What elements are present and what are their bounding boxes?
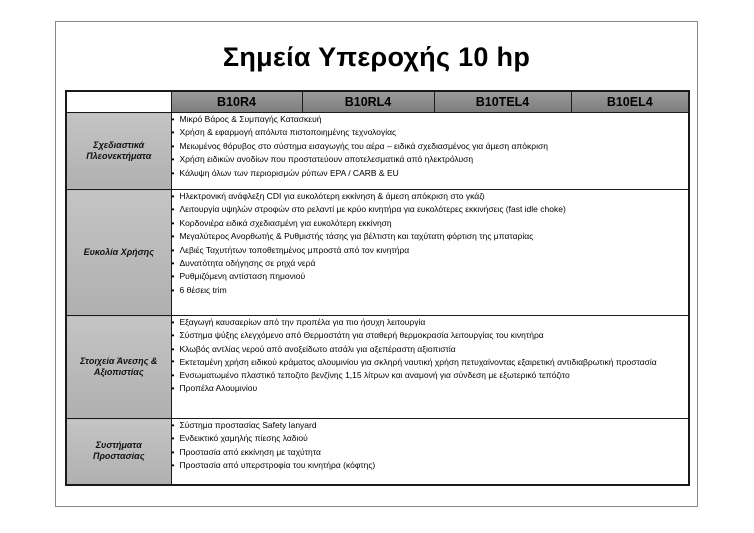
category-label: Συστήματα (95, 440, 142, 451)
list-item: • Προπέλα Αλουμινίου (172, 382, 689, 395)
category-cell-design (66, 113, 171, 190)
feature-list (172, 190, 689, 297)
list-item: • Χρήση ειδικών ανοδίων που προστατεύουν αποτελεσματικά από ηλεκτρόλυση (172, 153, 689, 166)
category-cell-ease-of-use (66, 190, 171, 316)
slide (55, 21, 698, 507)
table-row (66, 419, 689, 485)
list-item: • Δυνατότητα οδήγησης σε ρηχά νερά (172, 257, 689, 270)
features-table (65, 90, 690, 486)
list-item: • Σύστημα ψύξης ελεγχόμενο από Θερμοστάτη για σταθερή θερμοκρασία λειτουργίας του κινητήρα (172, 329, 689, 342)
list-item: • Λεβιές Ταχυτήτων τοποθετημένος μπροστά από τον κινητήρα (172, 244, 689, 257)
list-item: • 6 θέσεις trim (172, 284, 689, 297)
list-item: • Ενδεικτικό χαμηλής πίεσης λαδιού (172, 432, 689, 445)
features-cell (171, 316, 689, 419)
page-title: Σημεία Υπεροχής 10 hp (222, 42, 531, 72)
table-row (66, 190, 689, 316)
list-item: • Μεγαλύτερος Ανορθωτής & Ρυθμιστής τάσης για βέλτιστη και ταχύτατη φόρτιση της μπαταρίας (172, 230, 689, 243)
list-item: • Λειτουργία υψηλών στροφών στο ρελαντί με κρύο κινητήρα για ευκολότερες εκκινήσεις (fast idle choke) (172, 203, 689, 216)
list-item: • Ρυθμιζόμενη αντίσταση πημονιού (172, 270, 689, 283)
model-header-b10el4: B10EL4 (571, 91, 689, 113)
list-item: • Ενσωματωμένο πλαστικό τεποζιτο βενζίνης 1,15 λίτρων και αναμονή για σύνδεση με εξωτερικό τεπόζιτο (172, 369, 689, 382)
list-item: • Μειωμένος θόρυβος στο σύστημα εισαγωγής του αέρα – ειδικά σχεδιασμένος για άμεση απόκριση (172, 140, 689, 153)
list-item: • Προστασία από εκκίνηση με ταχύτητα (172, 446, 689, 459)
list-item: • Προστασία από υπερστροφία του κινητήρα (κόφτης) (172, 459, 689, 472)
features-cell (171, 190, 689, 316)
feature-list (172, 419, 689, 473)
category-label: Στοιχεία Άνεσης & (80, 356, 158, 366)
list-item: • Ηλεκτρονική ανάφλεξη CDI για ευκολότερη εκκίνηση & άμεση απόκριση στο γκάζι (172, 190, 689, 203)
list-item: • Κορδονιέρα ειδικά σχεδιασμένη για ευκολότερη εκκίνηση (172, 217, 689, 230)
table-header-row (66, 91, 689, 113)
list-item: • Κλωβός αντλίας νερού από ανοξείδωτο ατσάλι για αξεπέραστη αξιοπιστία (172, 343, 689, 356)
list-item: • Εκτεταμένη χρήση ειδικού κράματος αλουμινίου για σκληρή ναυτική χρήση πετυχαίνοντας εξαιρετική αντιδιαβρωτική προστασία (172, 356, 689, 369)
category-label: Αξιοπιστίας (93, 367, 144, 377)
list-item: • Κάλυψη όλων των περιορισμών ρύπων EPA / CARB & EU (172, 167, 689, 180)
category-label: Σχεδιαστικά (93, 140, 145, 150)
table-row (66, 113, 689, 190)
table-row (66, 316, 689, 419)
features-cell (171, 113, 689, 190)
list-item: • Μικρό Βάρος & Συμπαγής Κατασκευή (172, 113, 689, 126)
category-label: Πλεονεκτήματα (86, 151, 152, 161)
model-header-b10r4: B10R4 (171, 91, 302, 113)
category-label: Ευκολία Χρήσης (83, 247, 154, 257)
features-cell (171, 419, 689, 485)
model-header-b10tel4: B10TEL4 (434, 91, 571, 113)
list-item: • Εξαγωγή καυσαερίων από την προπέλα για πιο ήσυχη λειτουργία (172, 316, 689, 329)
feature-list (172, 113, 689, 180)
model-header-b10rl4: B10RL4 (302, 91, 434, 113)
header-corner-cell (66, 91, 171, 113)
category-cell-comfort-reliability (66, 316, 171, 419)
category-label: Προστασίας (93, 451, 145, 462)
list-item: • Χρήση & εφαρμογή απόλυτα πιστοποιημένης τεχνολογίας (172, 126, 689, 139)
category-cell-protection-systems (66, 419, 171, 485)
list-item: • Σύστημα προστασίας Safety lanyard (172, 419, 689, 432)
feature-list (172, 316, 689, 396)
